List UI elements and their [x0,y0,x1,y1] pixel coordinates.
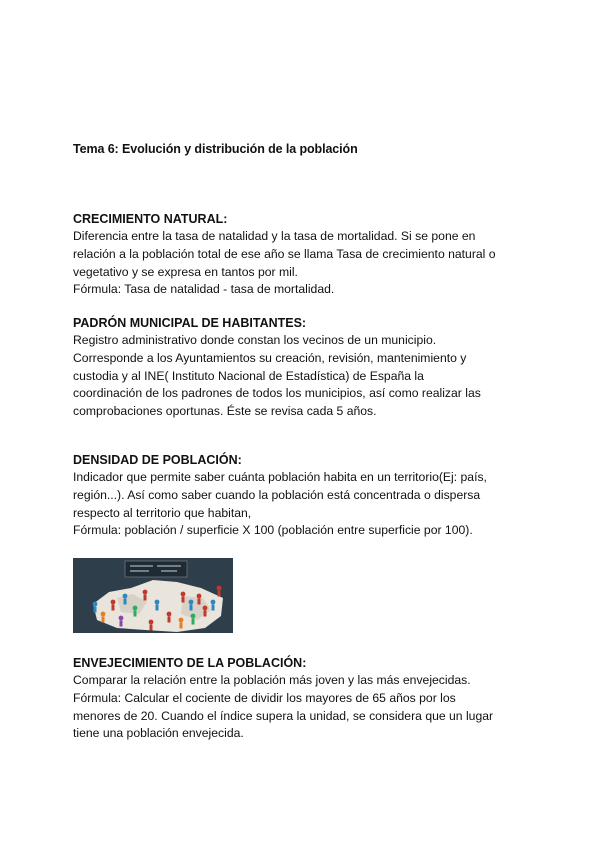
paragraph-line: Comparar la relación entre la población más joven y las más envejecidas. [73,673,471,687]
section-heading: ENVEJECIMIENTO DE LA POBLACIÓN: [73,656,307,670]
paragraph-line: Fórmula: población / superficie X 100 (población entre superficie por 100). [73,523,473,538]
paragraph-line: Indicador que permite saber cuánta población habita en un territorio(Ej: país, [73,470,487,484]
section-envejecimiento-poblacion [73,655,533,743]
paragraph-line: coordinación de los padrones de todos los municipios, así como realizar las [73,386,481,401]
section-padron-municipal [73,315,533,421]
paragraph-line: Corresponde a los Ayuntamientos su creación, revisión, mantenimiento y [73,350,467,365]
paragraph-line: menores de 20. Cuando el índice supera la unidad, se considera que un lugar [73,708,494,723]
paragraph-line: custodia y al INE( Instituto Nacional de Estadística) de España la [73,368,424,383]
paragraph-line: respecto al territorio que habitan, [73,505,252,520]
paragraph-line: vegetativo y se expresa en tantos por mil. [73,264,298,279]
section-crecimiento-natural [73,211,533,299]
document-title: Tema 6: Evolución y distribución de la población [73,142,358,156]
section-heading: PADRÓN MUNICIPAL DE HABITANTES: [73,316,307,330]
section-densidad-poblacion [73,452,533,540]
paragraph-line: Diferencia entre la tasa de natalidad y la tasa de mortalidad. Si se pone en [73,229,476,243]
paragraph-line: comprobaciones oportunas. Éste se revisa cada 5 años. [73,404,377,419]
section-heading: DENSIDAD DE POBLACIÓN: [73,453,242,467]
population-density-illustration-icon [73,558,233,633]
section-heading: CRECIMIENTO NATURAL: [73,212,228,226]
paragraph-line: Registro administrativo donde constan los vecinos de un municipio. [73,333,437,347]
paragraph-line: relación a la población total de ese año se llama Tasa de crecimiento natural o [73,246,496,261]
paragraph-line: tiene una población envejecida. [73,726,244,741]
paragraph-line: Fórmula: Tasa de natalidad - tasa de mortalidad. [73,282,335,297]
paragraph-line: Fórmula: Calcular el cociente de dividir los mayores de 65 años por los [73,690,456,705]
paragraph-line: región...). Así como saber cuando la población está concentrada o dispersa [73,487,481,502]
